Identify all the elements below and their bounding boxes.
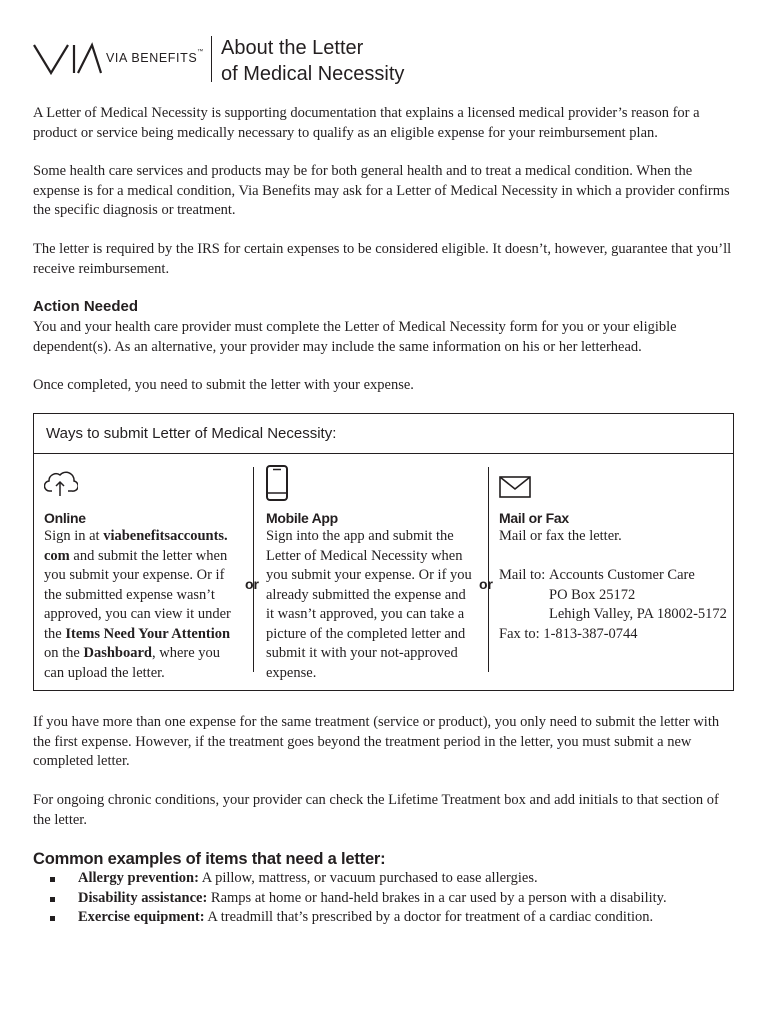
online-heading: Online	[44, 510, 86, 526]
or-label-1: or	[245, 576, 259, 592]
submit-ways-title: Ways to submit Letter of Medical Necessity:	[46, 425, 337, 442]
or-label-2: or	[479, 576, 493, 592]
intro-paragraph-2: Some health care services and products may be for both general health and to treat a medical condition. When the expense is for a medical condition, Via Benefits may ask for a Letter of Medical Necessity in which a provider confirms the specific diagnosis or treatment.	[33, 163, 730, 218]
mail-text: Mail or fax the letter.	[499, 528, 622, 544]
list-item: Allergy prevention: A pillow, mattress, or vacuum purchased to ease allergies.	[50, 869, 750, 889]
via-logo-icon	[33, 40, 103, 78]
after-paragraph-1: If you have more than one expense for the same treatment (service or product), you only need to submit the letter with the first expense. However, if the treatment goes beyond the treatment period in the letter, you must submit a new completed letter.	[33, 714, 720, 769]
online-text: Sign in at viabenefitsaccounts. com and submit the letter when you submit your expense. Or if the submitted expense wasn’t approved, you can view it under the Items Need Your Attention on the Dashboard, where you can upload the letter.	[44, 528, 231, 681]
column-separator-2	[488, 467, 489, 672]
intro-paragraph-3: The letter is required by the IRS for certain expenses to be considered eligible. It doesn’t, however, guarantee that you’ll receive reimbursement.	[33, 241, 732, 277]
page-title: About the Letter of Medical Necessity	[221, 37, 405, 85]
common-examples-heading: Common examples of items that need a letter:	[33, 850, 386, 868]
list-item: Disability assistance: Ramps at home or hand-held brakes in a car used by a person with a disability.	[50, 889, 750, 909]
envelope-icon	[499, 476, 531, 498]
brand-name: VIA BENEFITS™	[106, 49, 204, 65]
mobile-phone-icon	[266, 465, 288, 501]
mail-heading: Mail or Fax	[499, 510, 569, 526]
cloud-upload-icon	[44, 469, 78, 497]
online-url-link[interactable]: viabenefitsaccounts. com	[44, 528, 228, 564]
action-paragraph-1: You and your health care provider must complete the Letter of Medical Necessity form for you or your eligible dependent(s). As an alternative, your provider may include the same information on his or her letterhead.	[33, 319, 677, 355]
intro-paragraph-1: A Letter of Medical Necessity is supporting documentation that explains a licensed medical provider’s reason for a product or service being medically necessary to qualify as an eligible expense for your reimbursement plan.	[33, 105, 700, 141]
action-needed-heading: Action Needed	[33, 298, 139, 315]
mobile-text: Sign into the app and submit the Letter of Medical Necessity when you submit your expense. Or if you already submitted the expense and it wasn’t approved, you can take a picture of the completed letter and submit it with your not-approved expense.	[266, 528, 472, 681]
after-paragraph-2: For ongoing chronic conditions, your provider can check the Lifetime Treatment box and add initials to that section of the letter.	[33, 792, 719, 828]
list-item: Exercise equipment: A treadmill that’s prescribed by a doctor for treatment of a cardiac condition.	[50, 908, 750, 928]
column-separator-1	[253, 467, 254, 672]
mail-address: Mail to: Accounts Customer Care PO Box 25172 Lehigh Valley, PA 18002-5172 Fax to: 1-813-387-0744	[499, 567, 727, 642]
submit-ways-box	[33, 413, 734, 691]
submit-ways-header	[34, 414, 733, 454]
common-examples-list	[50, 869, 750, 928]
mobile-heading: Mobile App	[266, 510, 338, 526]
header-divider	[211, 36, 212, 82]
action-paragraph-2: Once completed, you need to submit the letter with your expense.	[33, 377, 414, 393]
